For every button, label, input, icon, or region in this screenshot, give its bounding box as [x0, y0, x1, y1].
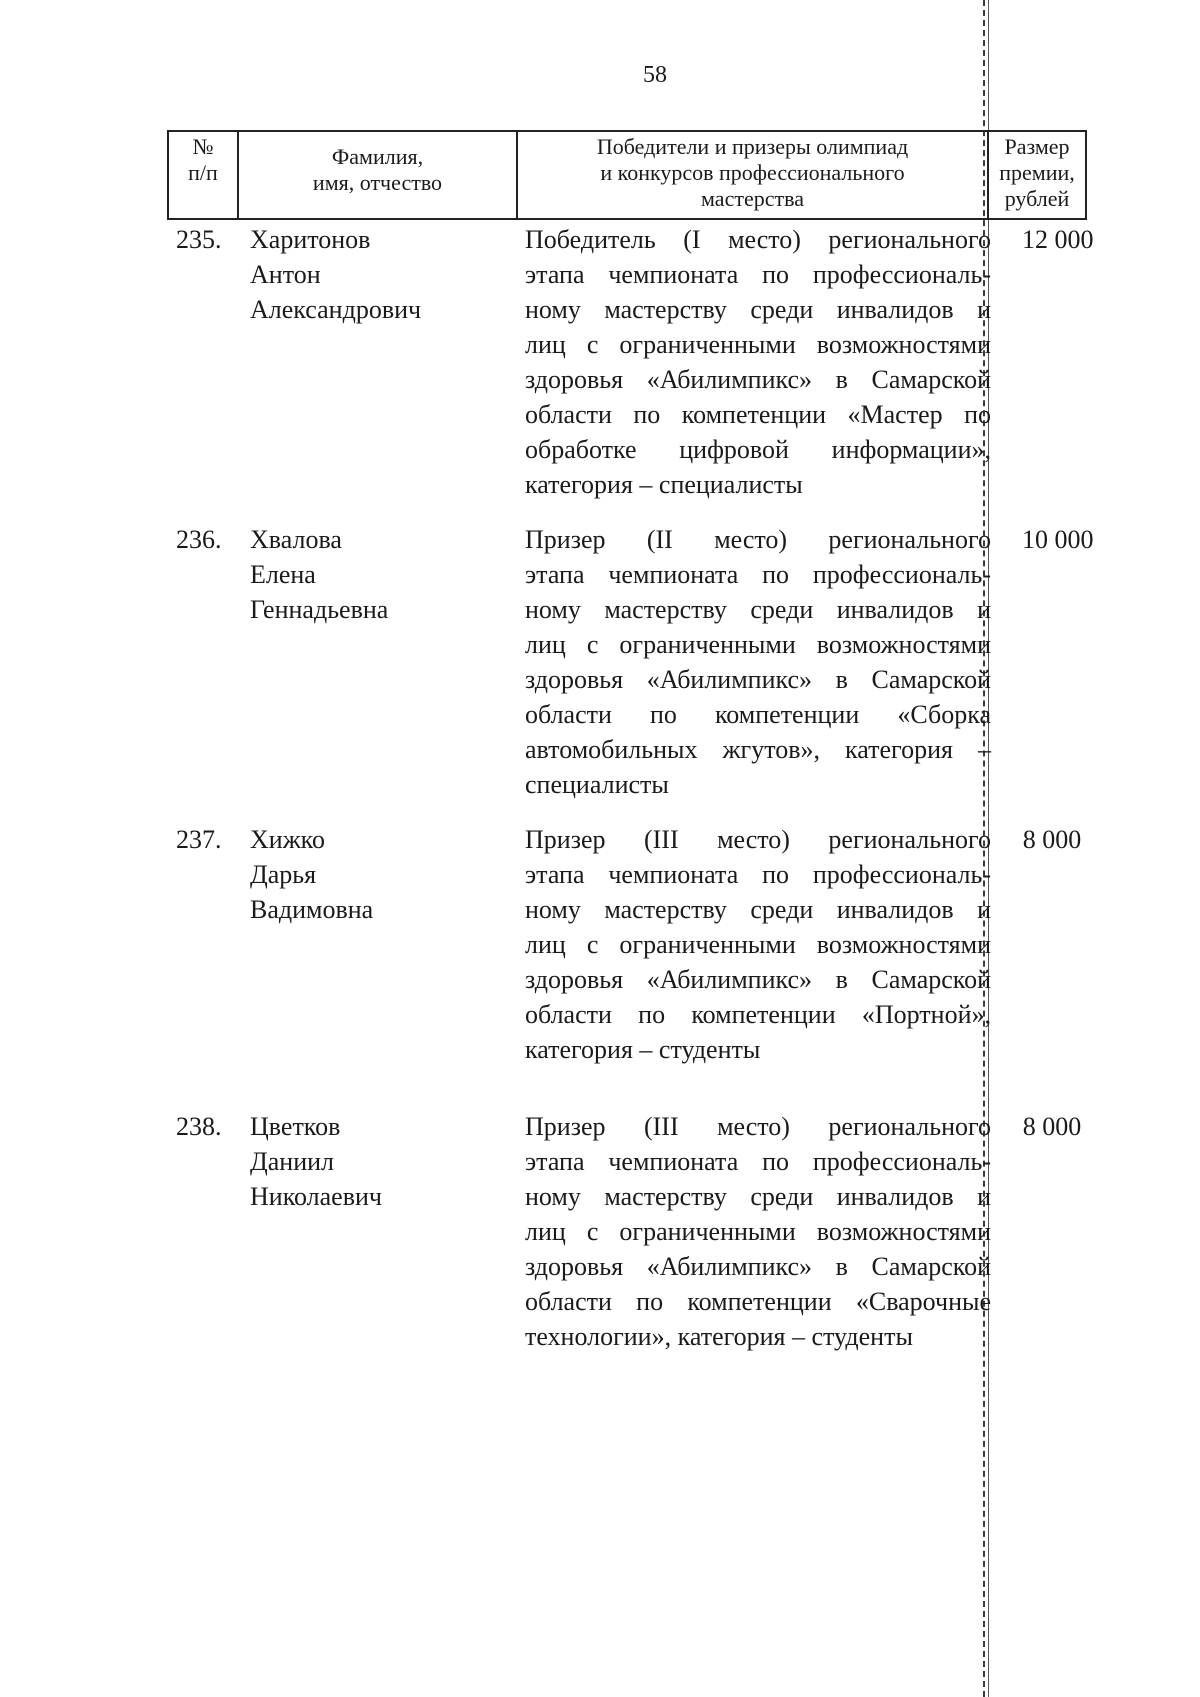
- surname: Харитонов: [250, 225, 371, 254]
- description-line: здоровья «Абилимпикс» в Самарской: [525, 665, 991, 694]
- header-prize-column: [989, 132, 1085, 218]
- patronymic: Николаевич: [250, 1182, 382, 1211]
- row-number: 235.: [176, 225, 222, 254]
- header-name-column: [239, 132, 518, 218]
- description-line: лиц с ограниченными возможностями: [525, 330, 991, 359]
- description-line: категория – студенты: [525, 1035, 761, 1064]
- header-description-line: Победители и призеры олимпиад: [596, 134, 909, 159]
- description-line: области по компетенции «Сборка: [525, 700, 991, 729]
- header-description-line: и конкурсов профессионального: [600, 160, 905, 185]
- description-line: специалисты: [525, 770, 669, 799]
- row-number: 238.: [176, 1112, 222, 1141]
- description-line: этапа чемпионата по профессиональ-: [525, 1147, 991, 1176]
- description-line: лиц с ограниченными возможностями: [525, 1217, 991, 1246]
- row-number: 236.: [176, 525, 222, 554]
- header-prize-line: рублей: [1004, 186, 1070, 211]
- page-number: 58: [643, 62, 667, 88]
- description-line: лиц с ограниченными возможностями: [525, 930, 991, 959]
- description-line: этапа чемпионата по профессиональ-: [525, 560, 991, 589]
- award-description: [525, 1109, 991, 1354]
- description-line: ному мастерству среди инвалидов и: [525, 295, 991, 324]
- description-line: области по компетенции «Сварочные: [525, 1287, 991, 1316]
- description-line: области по компетенции «Мастер по: [525, 400, 991, 429]
- row-number: 237.: [176, 825, 222, 854]
- first-name: Елена: [250, 560, 316, 589]
- description-line: этапа чемпионата по профессиональ-: [525, 260, 991, 289]
- description-line: ному мастерству среди инвалидов и: [525, 595, 991, 624]
- patronymic: Александрович: [250, 295, 422, 324]
- first-name: Антон: [250, 260, 321, 289]
- header-name-line: имя, отчество: [312, 170, 443, 195]
- first-name: Дарья: [250, 860, 317, 889]
- description-line: этапа чемпионата по профессиональ-: [525, 860, 991, 889]
- description-line: здоровья «Абилимпикс» в Самарской: [525, 1252, 991, 1281]
- header-prize-line: Размер: [1004, 134, 1070, 159]
- header-name-line: Фамилия,: [331, 144, 424, 169]
- prize-amount: 8 000: [1022, 1112, 1082, 1141]
- description-line: здоровья «Абилимпикс» в Самарской: [525, 965, 991, 994]
- description-line: ному мастерству среди инвалидов и: [525, 1182, 991, 1211]
- award-description: [525, 822, 991, 1067]
- prize-amount: 12 000: [1022, 225, 1094, 254]
- description-line: Призер (II место) регионального: [525, 525, 991, 554]
- person-name: [250, 1109, 510, 1214]
- surname: Цветков: [250, 1112, 341, 1141]
- surname: Хвалова: [250, 525, 342, 554]
- table-header: [167, 130, 1087, 220]
- header-description-column: [518, 132, 989, 218]
- person-name: [250, 522, 510, 627]
- person-name: [250, 822, 510, 927]
- description-line: Призер (III место) регионального: [525, 825, 991, 854]
- description-line: лиц с ограниченными возможностями: [525, 630, 991, 659]
- description-line: обработке цифровой информации»,: [525, 435, 991, 464]
- description-line: автомобильных жгутов», категория –: [525, 735, 991, 764]
- description-line: ному мастерству среди инвалидов и: [525, 895, 991, 924]
- award-description: [525, 522, 991, 802]
- header-number-line: п/п: [188, 160, 218, 185]
- person-name: [250, 222, 510, 327]
- description-line: категория – специалисты: [525, 470, 803, 499]
- header-description-line: мастерства: [701, 186, 804, 211]
- description-line: области по компетенции «Портной»,: [525, 1000, 991, 1029]
- award-description: [525, 222, 991, 502]
- patronymic: Геннадьевна: [250, 595, 389, 624]
- description-line: технологии», категория – студенты: [525, 1322, 913, 1351]
- prize-amount: 8 000: [1022, 825, 1082, 854]
- header-number-line: №: [192, 134, 214, 159]
- prize-amount: 10 000: [1022, 525, 1094, 554]
- description-line: здоровья «Абилимпикс» в Самарской: [525, 365, 991, 394]
- header-prize-line: премии,: [999, 160, 1075, 185]
- surname: Хижко: [250, 825, 325, 854]
- first-name: Даниил: [250, 1147, 334, 1176]
- header-number-column: [169, 132, 239, 218]
- description-line: Победитель (I место) регионального: [525, 225, 991, 254]
- patronymic: Вадимовна: [250, 895, 374, 924]
- description-line: Призер (III место) регионального: [525, 1112, 991, 1141]
